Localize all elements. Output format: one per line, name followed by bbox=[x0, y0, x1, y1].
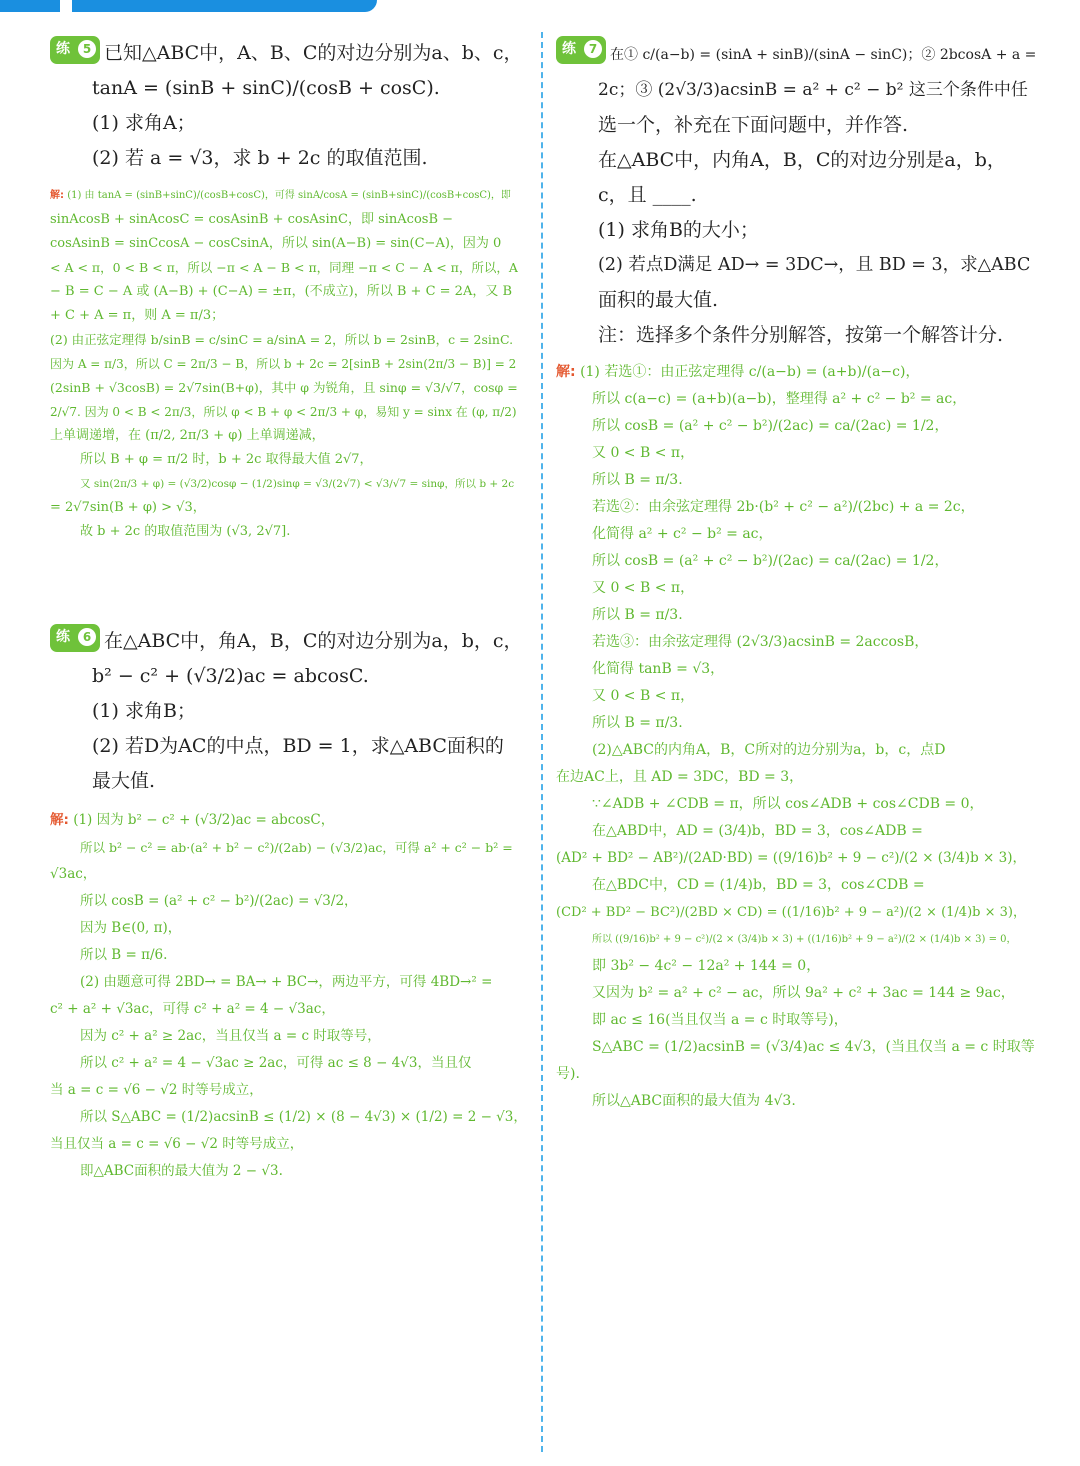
solution-label: 解: bbox=[50, 812, 69, 828]
solution-label: 解: bbox=[50, 190, 64, 201]
left-column bbox=[50, 36, 528, 1185]
exercise-7-stem: 练 7 在① c/(a−b) = (sinA + sinB)/(sinA − sinC)；② 2bcosA + a = 2c；③ (2√3/3)acsinB = a² + c² − b² 这三个条件中任 选一个，补充在下面问题中，并作答. 在△ABC中，内角A，B，C的对边分别是a，b， c，且 ____. (1) 求角B的大小； (2) 若点D满足 AD→ = 3DC→，且 BD = 3，求△ABC 面积的最大值. 注：选择多个条件分别解答，按第一个解答计分. bbox=[556, 36, 1036, 353]
exercise-6-stem: 练 6 在△ABC中，角A，B，C的对边分别为a，b，c， b² − c² + (√3/2)ac = abcosC. (1) 求角B； (2) 若D为AC的中点，BD = 1，求△ABC面积的 最大值. bbox=[50, 624, 528, 799]
top-bar-tab bbox=[72, 0, 377, 12]
solution-label: 解: bbox=[556, 364, 576, 380]
exercise-5-solution: 解: (1) 由 tanA = (sinB+sinC)/(cosB+cosC)，可得 sinA/cosA = (sinB+sinC)/(cosB+cosC)，即 sinAcosB + sinAcosC = cosAsinB + cosAsinC，即 sinAcosB − cosAsinB = sinCcosA − cosCsinA，所以 sin(A−B) = sin(C−A)，因为 0 < A < π，0 < B < π，所以 −π < A − B < π，同理 −π < C − A < π，所以，A − B = C − A 或 (A−B) + (C−A) = ±π，(不成立)，所以 B + C = 2A，又 B + C + A = π，则 A = π/3； (2) 由正弦定理得 b/sinB = c/sinC = a/sinA = 2，所以 b = 2sinB，c = 2sinC. 因为 A = π/3，所以 C = 2π/3 − B，所以 b + 2c = 2[sinB + 2sin(2π/3 − B)] = 2 (2sinB + √3cosB) = 2√7sin(B+φ)，其中 φ 为锐角，且 sinφ = √3/√7，cosφ = 2/√7. 因为 0 < B < 2π/3，所以 φ < B + φ < 2π/3 + φ，易知 y = sinx 在 (φ, π/2) 上单调递增，在 (π/2, 2π/3 + φ) 上单调递减， 所以 B + φ = π/2 时，b + 2c 取得最大值 2√7， 又 sin(2π/3 + φ) = (√3/2)cosφ − (1/2)sinφ = √3/(2√7) < √3/√7 = sinφ，所以 b + 2c = 2√7sin(B + φ) > √3， 故 b + 2c 的取值范围为 (√3, 2√7]. bbox=[50, 190, 518, 539]
exercise-7-badge: 练 7 bbox=[556, 36, 606, 64]
exercise-6-badge: 练 6 bbox=[50, 624, 100, 652]
right-column bbox=[556, 36, 1036, 1115]
top-bar-block-left bbox=[0, 0, 60, 12]
exercise-5-badge: 练 5 bbox=[50, 36, 100, 64]
column-divider bbox=[541, 32, 543, 1452]
exercise-5-stem: 练 5 已知△ABC中，A、B、C的对边分别为a、b、c， tanA = (sinB + sinC)/(cosB + cosC). (1) 求角A； (2) 若 a = √3，求 b + 2c 的取值范围. bbox=[50, 36, 528, 176]
exercise-6-solution: 解: (1) 因为 b² − c² + (√3/2)ac = abcosC， 所以 b² − c² = ab·(a² + b² − c²)/(2ab) − (√3/2)ac，可得 a² + c² − b² = √3ac， 所以 cosB = (a² + c² − b²)/(2ac) = √3/2， 因为 B∈(0, π)， 所以 B = π/6. (2) 由题意可得 2BD→ = BA→ + BC→，两边平方，可得 4BD→² = c² + a² + √3ac，可得 c² + a² = 4 − √3ac， 因为 c² + a² ≥ 2ac，当且仅当 a = c 时取等号， 所以 c² + a² = 4 − √3ac ≥ 2ac，可得 ac ≤ 8 − 4√3，当且仅 当 a = c = √6 − √2 时等号成立， 所以 S△ABC = (1/2)acsinB ≤ (1/2) × (8 − 4√3) × (1/2) = 2 − √3， 当且仅当 a = c = √6 − √2 时等号成立， 即△ABC面积的最大值为 2 − √3. bbox=[50, 812, 527, 1179]
exercise-7-solution: 解: (1) 若选①：由正弦定理得 c/(a−b) = (a+b)/(a−c)， 所以 c(a−c) = (a+b)(a−b)，整理得 a² + c² − b² = ac， 所以 cosB = (a² + c² − b²)/(2ac) = ca/(2ac) = 1/2， 又 0 < B < π， 所以 B = π/3. 若选②：由余弦定理得 2b·(b² + c² − a²)/(2bc) + a = 2c， 化简得 a² + c² − b² = ac， 所以 cosB = (a² + c² − b²)/(2ac) = ca/(2ac) = 1/2， 又 0 < B < π， 所以 B = π/3. 若选③：由余弦定理得 (2√3/3)acsinB = 2accosB， 化简得 tanB = √3， 又 0 < B < π， 所以 B = π/3. (2)△ABC的内角A，B，C所对的边分别为a，b，c，点D 在边AC上，且 AD = 3DC，BD = 3， ∵∠ADB + ∠CDB = π，所以 cos∠ADB + cos∠CDB = 0， 在△ABD中，AD = (3/4)b，BD = 3，cos∠ADB = (AD² + BD² − AB²)/(2AD·BD) = ((9/16)b² + 9 − c²)/(2 × (3/4)b × 3)， 在△BDC中，CD = (1/4)b，BD = 3，cos∠CDB = (CD² + BD² − BC²)/(2BD × CD) = ((1/16)b² + 9 − a²)/(2 × (1/4)b × 3)， 所以 ((9/16)b² + 9 − c²)/(2 × (3/4)b × 3) + ((1/16)b² + 9 − a²)/(2 × (1/4)b × 3) = 0， 即 3b² − 4c² − 12a² + 144 = 0， 又因为 b² = a² + c² − ac，所以 9a² + c² + 3ac = 144 ≥ 9ac， 即 ac ≤ 16(当且仅当 a = c 时取等号)， S△ABC = (1/2)acsinB = (√3/4)ac ≤ 4√3，(当且仅当 a = c 时取等 号). 所以△ABC面积的最大值为 4√3. bbox=[556, 364, 1035, 1109]
